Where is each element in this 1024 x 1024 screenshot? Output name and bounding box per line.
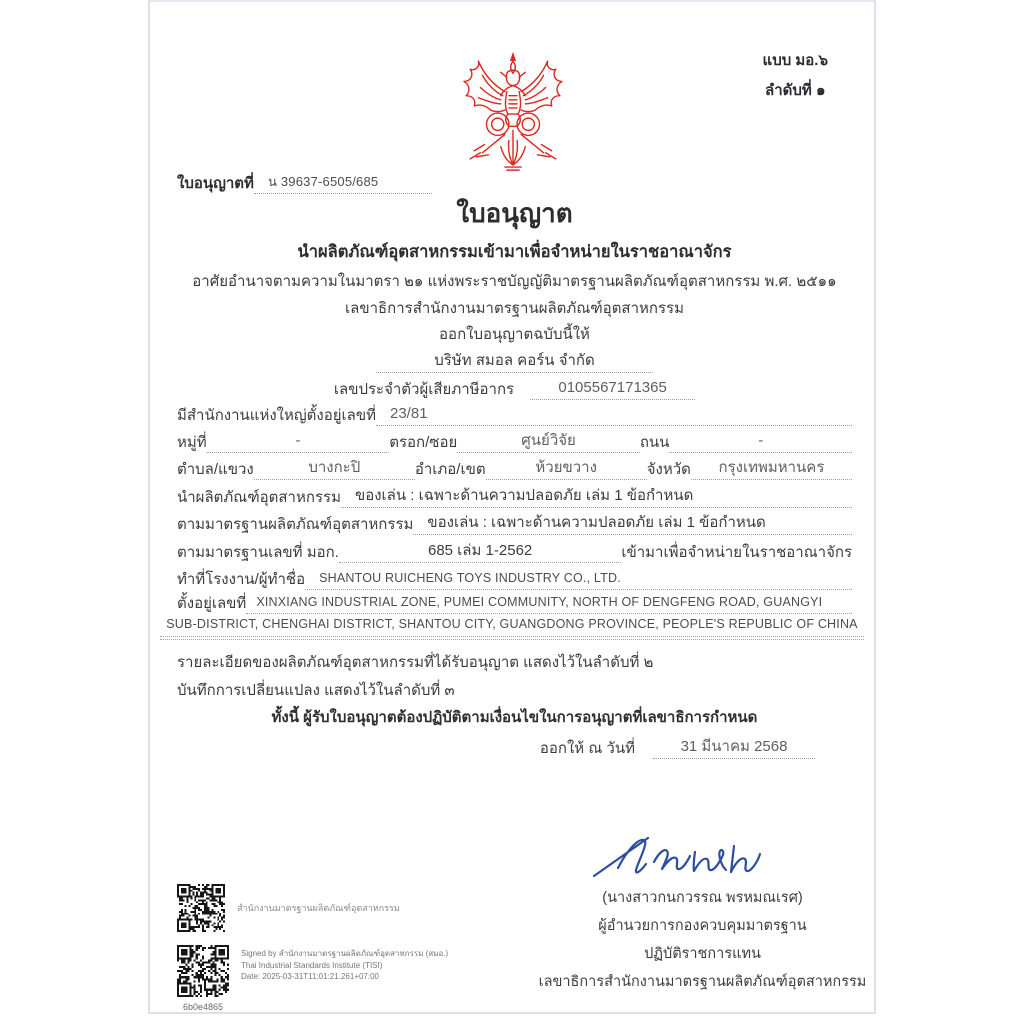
head-office-number: 23/81 bbox=[376, 404, 852, 426]
factory-label: ทำที่โรงงาน/ผู้ทำชื่อ bbox=[177, 571, 306, 588]
address-row-1 bbox=[177, 431, 852, 453]
garuda-emblem-icon bbox=[460, 50, 566, 172]
signature-hash-code: 6b0e4865 bbox=[182, 1002, 224, 1012]
subdistrict-value: บางกะปิ bbox=[254, 458, 415, 480]
soi-value: ศูนย์วิจัย bbox=[457, 431, 640, 453]
license-number-label: ใบอนุญาตที่ bbox=[177, 175, 254, 192]
standard-row bbox=[177, 513, 852, 535]
tax-id-label: เลขประจำตัวผู้เสียภาษีอากร bbox=[333, 381, 515, 398]
detail-note: รายละเอียดของผลิตภัณฑ์อุตสาหกรรมที่ได้รับอนุญาต แสดงไว้ในลำดับที่ ๒ bbox=[177, 654, 654, 671]
standard-number-label: ตามมาตรฐานเลขที่ มอก. bbox=[177, 544, 339, 561]
factory-address-line1: XINXIANG INDUSTRIAL ZONE, PUMEI COMMUNITY, NORTH OF DENGFENG ROAD, GUANGYI bbox=[246, 592, 852, 614]
signed-date-line: Date: 2025-03-31T11:01:21.261+07:00 bbox=[241, 972, 379, 981]
document-title: ใบอนุญาต bbox=[456, 198, 573, 228]
company-name-row bbox=[177, 351, 852, 373]
institute-line: Thai Industrial Standards Institute (TISI) bbox=[241, 960, 383, 970]
signatory-title-1: ผู้อำนวยการกองควบคุมมาตรฐาน bbox=[598, 918, 807, 934]
standard-number-value: 685 เล่ม 1-2562 bbox=[339, 541, 621, 563]
form-code-block bbox=[763, 46, 828, 106]
factory-name: SHANTOU RUICHENG TOYS INDUSTRY CO., LTD. bbox=[305, 568, 852, 590]
sequence-number: ลำดับที่ ๑ bbox=[765, 82, 826, 99]
moo-value: - bbox=[207, 431, 390, 453]
factory-row bbox=[177, 568, 852, 590]
signatory-title-2: ปฏิบัติราชการแทน bbox=[644, 946, 761, 962]
tisi-qr-label: สำนักงานมาตรฐานผลิตภัณฑ์อุตสาหกรรม bbox=[237, 903, 400, 913]
license-number-value: น 39637-6505/685 bbox=[254, 172, 432, 194]
signatory-title-3: เลขาธิการสำนักงานมาตรฐานผลิตภัณฑ์อุตสาหกรรม bbox=[538, 974, 867, 990]
signature-handwriting bbox=[588, 828, 800, 884]
signature-qr-wrap bbox=[177, 945, 229, 1012]
signatory-name: (นางสาวกนกวรรณ พรหมณเรศ) bbox=[602, 890, 803, 906]
district-label: อำเภอ/เขต bbox=[414, 461, 486, 478]
issue-date-row bbox=[177, 737, 852, 759]
preamble-line-3: ออกใบอนุญาตฉบับนี้ให้ bbox=[439, 326, 590, 343]
standard-label: ตามมาตรฐานผลิตภัณฑ์อุตสาหกรรม bbox=[177, 516, 414, 533]
standard-number-suffix: เข้ามาเพื่อจำหน่ายในราชอาณาจักร bbox=[621, 544, 852, 561]
moo-label: หมู่ที่ bbox=[177, 434, 207, 451]
factory-address-line2: SUB-DISTRICT, CHENGHAI DISTRICT, SHANTOU CITY, GUANGDONG PROVINCE, PEOPLE'S REPUBLIC OF CHINA bbox=[160, 614, 864, 637]
standard-value: ของเล่น : เฉพาะด้านความปลอดภัย เล่ม 1 ข้อกำหนด bbox=[413, 513, 852, 535]
tisi-qr-code bbox=[177, 884, 225, 932]
standard-number-row bbox=[177, 541, 852, 563]
road-label: ถนน bbox=[639, 434, 670, 451]
road-value: - bbox=[669, 431, 852, 453]
certificate-page bbox=[148, 0, 876, 1014]
condition-statement: ทั้งนี้ ผู้รับใบอนุญาตต้องปฏิบัติตามเงื่อนไขในการอนุญาตที่เลขาธิการกำหนด bbox=[271, 709, 758, 726]
blank-dotted-line bbox=[160, 624, 864, 640]
digital-signature-qr-code bbox=[177, 945, 229, 997]
address-row-2 bbox=[177, 458, 852, 480]
qr1-row bbox=[177, 884, 448, 932]
province-value: กรุงเทพมหานคร bbox=[691, 458, 852, 480]
province-label: จังหวัด bbox=[646, 461, 691, 478]
issue-date-label: ออกให้ ณ วันที่ bbox=[539, 740, 635, 757]
change-note: บันทึกการเปลี่ยนแปลง แสดงไว้ในลำดับที่ ๓ bbox=[177, 682, 455, 699]
district-value: ห้วยขวาง bbox=[486, 458, 647, 480]
product-value: ของเล่น : เฉพาะด้านความปลอดภัย เล่ม 1 ข้อกำหนด bbox=[341, 486, 852, 508]
head-office-label: มีสำนักงานแห่งใหญ่ตั้งอยู่เลขที่ bbox=[177, 407, 376, 424]
tax-id-row bbox=[177, 378, 852, 400]
signatory-block bbox=[530, 884, 875, 996]
head-office-row bbox=[177, 404, 852, 426]
license-number-row bbox=[177, 172, 852, 194]
issue-date-value: 31 มีนาคม 2568 bbox=[653, 737, 815, 759]
factory-address-label: ตั้งอยู่เลขที่ bbox=[177, 595, 247, 612]
form-code: แบบ มอ.๖ bbox=[762, 52, 828, 69]
digital-signature-info bbox=[241, 948, 448, 983]
preamble-line-2: เลขาธิการสำนักงานมาตรฐานผลิตภัณฑ์อุตสาหกรรม bbox=[345, 300, 684, 317]
qr-verification-block bbox=[177, 884, 448, 1012]
product-row bbox=[177, 486, 852, 508]
signed-by-line: Signed by สำนักงานมาตรฐานผลิตภัณฑ์อุตสาหกรรม (สมอ.) bbox=[241, 949, 449, 958]
company-name: บริษัท สมอล คอร์น จำกัด bbox=[376, 351, 653, 373]
qr2-row bbox=[177, 945, 448, 1012]
preamble-line-1: อาศัยอำนาจตามความในมาตรา ๒๑ แห่งพระราชบัญญัติมาตรฐานผลิตภัณฑ์อุตสาหกรรม พ.ศ. ๒๕๑๑ bbox=[192, 273, 837, 290]
subdistrict-label: ตำบล/แขวง bbox=[177, 461, 254, 478]
document-subtitle: นำผลิตภัณฑ์อุตสาหกรรมเข้ามาเพื่อจำหน่ายในราชอาณาจักร bbox=[297, 243, 732, 261]
soi-label: ตรอก/ซอย bbox=[389, 434, 458, 451]
product-label: นำผลิตภัณฑ์อุตสาหกรรม bbox=[177, 489, 341, 506]
tax-id-value: 0105567171365 bbox=[530, 378, 695, 400]
factory-address-row bbox=[177, 592, 852, 614]
